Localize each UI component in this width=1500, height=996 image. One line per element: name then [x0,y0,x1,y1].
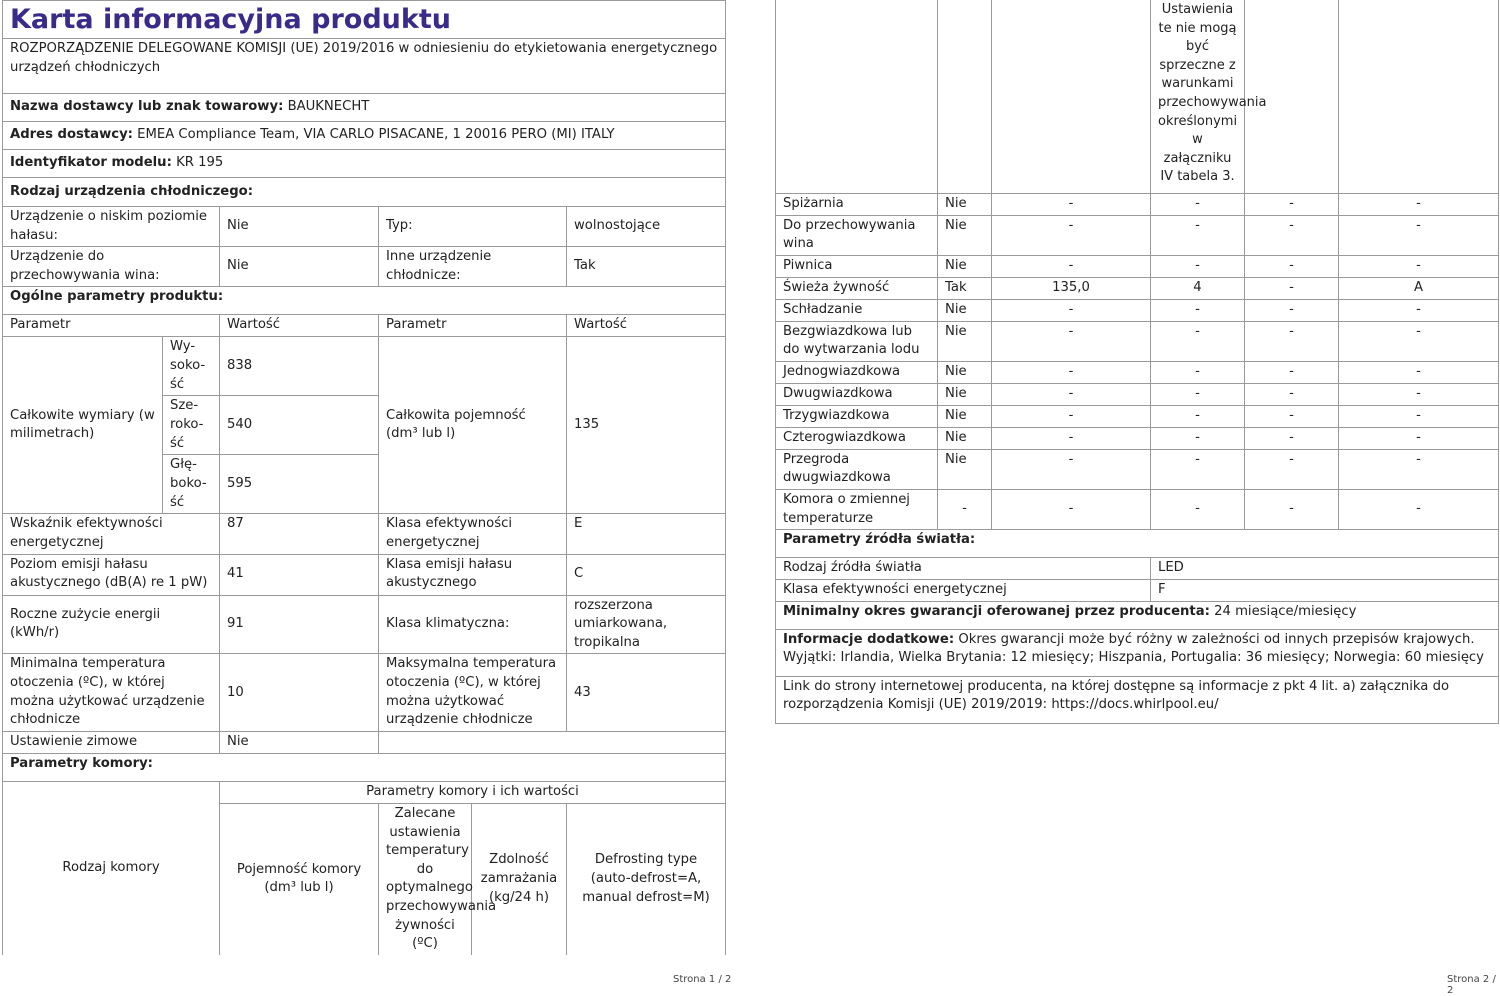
height-label: Wy-soko-ść [163,337,220,396]
chamber-row [776,383,1499,405]
energy-class-value: E [567,514,726,554]
chamber-name: Komora o zmiennej temperaturze [776,490,938,530]
chamber-name: Przegroda dwugwiazdkowa [776,449,938,489]
dimensions-label: Całkowite wymiary (w milimetrach) [3,337,163,514]
page-2 [775,0,1498,724]
chamber-temp: - [1151,299,1245,321]
chamber-row [776,299,1499,321]
col-defrost-header: Defrosting type (auto-defrost=A, manual defrost=M) [567,803,726,954]
col-volume-header: Pojemność komory (dm³ lub l) [220,803,379,954]
climate-class-label: Klasa klimatyczna: [379,595,567,654]
width-value: 540 [220,396,379,455]
chamber-volume: - [992,490,1151,530]
chamber-freeze: - [1245,277,1339,299]
chamber-name: Dwugwiazdkowa [776,383,938,405]
chamber-volume: - [992,383,1151,405]
warranty-value: 24 miesiące/miesięcy [1214,603,1357,619]
chamber-row [776,255,1499,277]
chamber-defrost: - [1339,449,1499,489]
chamber-volume: 135,0 [992,277,1151,299]
temperature-note: Ustawienia te nie mogą być sprzeczne z warunkami przechowywania określonymi w załączniku IV tabela 3. [1151,0,1245,193]
link-row [776,676,1499,723]
chamber-present: Tak [938,277,992,299]
chamber-row [776,427,1499,449]
chamber-temp: - [1151,490,1245,530]
chamber-params-header: Parametry komory i ich wartości [220,781,726,803]
chamber-temp: - [1151,449,1245,489]
supplier-row [3,94,726,122]
chamber-present: Nie [938,321,992,361]
value-header-2: Wartość [567,315,726,337]
chamber-params-heading: Parametry komory: [3,753,726,781]
chamber-freeze: - [1245,215,1339,255]
extra-info-label: Informacje dodatkowe: [783,631,955,647]
chamber-defrost: - [1339,321,1499,361]
extra-info-value: Okres gwarancji może być różny w zależności od innych przepisów krajowych. Wyjątki: Irlandia, Wielka Brytania: 12 miesięcy; Hiszpania, Portugalia: 36 miesięcy; Norwegia: 60 miesięcy [783,631,1484,666]
volume-label: Całkowita pojemność (dm³ lub l) [379,337,567,514]
depth-label: Głę-boko-ść [163,455,220,514]
chamber-present: Nie [938,193,992,215]
model-row [3,150,726,178]
chamber-temp: 4 [1151,277,1245,299]
chamber-volume: - [992,449,1151,489]
model-label: Identyfikator modelu: [10,155,172,171]
chamber-temp: - [1151,427,1245,449]
chamber-freeze: - [1245,427,1339,449]
low-noise-value: Nie [220,207,379,247]
height-value: 838 [220,337,379,396]
chamber-temp: - [1151,321,1245,361]
chamber-freeze: - [1245,193,1339,215]
chamber-volume: - [992,427,1151,449]
chamber-top-empty-2 [938,0,992,193]
col-temp-header: Zalecane ustawienia temperatury do optymalnego przechowywania żywności (ºC) [379,803,472,954]
eei-label: Wskaźnik efektywności energetycznej [3,514,220,554]
page-1 [2,0,725,955]
low-noise-label: Urządzenie o niskim poziomie hałasu: [3,207,220,247]
light-type-value: LED [1151,558,1499,580]
page-2-footer: Strona 2 / 2 [1447,974,1496,996]
depth-value: 595 [220,455,379,514]
noise-value: 41 [220,554,379,595]
width-label: Sze-roko-ść [163,396,220,455]
chamber-defrost: - [1339,405,1499,427]
max-temp-value: 43 [567,654,726,732]
chamber-defrost: - [1339,490,1499,530]
product-info-table [2,0,726,782]
chamber-present: Nie [938,361,992,383]
chamber-present: Nie [938,427,992,449]
address-row [3,122,726,150]
chamber-name: Bezgwiazdkowa lub do wytwarzania lodu [776,321,938,361]
address-label: Adres dostawcy: [10,127,133,143]
chamber-temp: - [1151,255,1245,277]
chamber-present: Nie [938,383,992,405]
chamber-defrost: - [1339,215,1499,255]
chamber-freeze: - [1245,361,1339,383]
volume-value: 135 [567,337,726,514]
regulation-text: ROZPORZĄDZENIE DELEGOWANE KOMISJI (UE) 2019/2016 w odniesieniu do etykietowania energetycznego urządzeń chłodniczych [3,39,726,94]
chamber-defrost: - [1339,383,1499,405]
chamber-present: Nie [938,405,992,427]
noise-label: Poziom emisji hałasu akustycznego (dB(A) re 1 pW) [3,554,220,595]
min-temp-label: Minimalna temperatura otoczenia (ºC), w której można użytkować urządzenie chłodnicze [3,654,220,732]
chamber-volume: - [992,361,1151,383]
chamber-name: Schładzanie [776,299,938,321]
max-temp-label: Maksymalna temperatura otoczenia (ºC), w której można użytkować urządzenie chłodnicze [379,654,567,732]
wine-value: Nie [220,247,379,287]
value-header-1: Wartość [220,315,379,337]
chamber-values-table [775,0,1499,724]
chamber-present: Nie [938,215,992,255]
chamber-temp: - [1151,405,1245,427]
chamber-name: Piwnica [776,255,938,277]
link-text: Link do strony internetowej producenta, na której dostępne są informacje z pkt 4 lit. a) załącznika do rozporządzenia Komisji (UE) 2019/2019: [783,678,1450,713]
light-class-label: Klasa efektywności energetycznej [776,580,1151,602]
chamber-defrost: A [1339,277,1499,299]
warranty-label: Minimalny okres gwarancji oferowanej przez producenta: [783,603,1210,619]
chamber-row [776,361,1499,383]
chamber-volume: - [992,255,1151,277]
chamber-row [776,321,1499,361]
chamber-top-empty-6 [1339,0,1499,193]
chamber-volume: - [992,215,1151,255]
chamber-name: Trzygwiazdkowa [776,405,938,427]
chamber-defrost: - [1339,299,1499,321]
noise-class-label: Klasa emisji hałasu akustycznego [379,554,567,595]
light-class-value: F [1151,580,1499,602]
chamber-defrost: - [1339,427,1499,449]
appliance-type-heading: Rodzaj urządzenia chłodniczego: [3,178,726,207]
chamber-row [776,405,1499,427]
manufacturer-link[interactable]: https://docs.whirlpool.eu/ [1051,697,1219,713]
noise-class-value: C [567,554,726,595]
chamber-row [776,277,1499,299]
wine-label: Urządzenie do przechowywania wina: [3,247,220,287]
chamber-freeze: - [1245,321,1339,361]
chamber-freeze: - [1245,255,1339,277]
chamber-temp: - [1151,193,1245,215]
general-params-heading: Ogólne parametry produktu: [3,287,726,315]
warranty-row [776,601,1499,629]
supplier-value: BAUKNECHT [287,99,370,115]
winter-label: Ustawienie zimowe [3,732,220,754]
chamber-type-header: Rodzaj komory [3,781,220,954]
chamber-freeze: - [1245,449,1339,489]
energy-class-label: Klasa efektywności energetycznej [379,514,567,554]
climate-class-value: rozszerzona umiarkowana, tropikalna [567,595,726,654]
param-header-2: Parametr [379,315,567,337]
chamber-top-empty-1 [776,0,938,193]
chamber-present: - [938,490,992,530]
chamber-row [776,215,1499,255]
annual-energy-value: 91 [220,595,379,654]
winter-value: Nie [220,732,379,754]
other-appliance-value: Tak [567,247,726,287]
chamber-name: Jednogwiazdkowa [776,361,938,383]
chamber-volume: - [992,193,1151,215]
winter-empty [379,732,726,754]
chamber-defrost: - [1339,361,1499,383]
chamber-present: Nie [938,255,992,277]
chamber-freeze: - [1245,405,1339,427]
col-freeze-header: Zdolność zamrażania (kg/24 h) [472,803,567,954]
chamber-row [776,490,1499,530]
chamber-present: Nie [938,299,992,321]
chamber-present: Nie [938,449,992,489]
address-value: EMEA Compliance Team, VIA CARLO PISACANE, 1 20016 PERO (MI) ITALY [137,127,615,143]
page-1-footer: Strona 1 / 2 [673,974,732,985]
model-value: KR 195 [176,155,224,171]
light-params-heading: Parametry źródła światła: [776,530,1499,558]
chamber-volume: - [992,299,1151,321]
min-temp-value: 10 [220,654,379,732]
other-appliance-label: Inne urządzenie chłodnicze: [379,247,567,287]
chamber-volume: - [992,321,1151,361]
chamber-top-empty-3 [992,0,1151,193]
extra-info-row [776,629,1499,676]
chamber-name: Do przechowywania wina [776,215,938,255]
chamber-temp: - [1151,215,1245,255]
chamber-freeze: - [1245,383,1339,405]
type-label: Typ: [379,207,567,247]
chamber-defrost: - [1339,193,1499,215]
chamber-header-table [2,781,726,955]
eei-value: 87 [220,514,379,554]
light-type-label: Rodzaj źródła światła [776,558,1151,580]
annual-energy-label: Roczne zużycie energii (kWh/r) [3,595,220,654]
chamber-defrost: - [1339,255,1499,277]
chamber-temp: - [1151,383,1245,405]
chamber-name: Czterogwiazdkowa [776,427,938,449]
chamber-row [776,449,1499,489]
chamber-freeze: - [1245,490,1339,530]
page-title: Karta informacyjna produktu [3,1,726,39]
chamber-name: Spiżarnia [776,193,938,215]
supplier-label: Nazwa dostawcy lub znak towarowy: [10,99,284,115]
chamber-name: Świeża żywność [776,277,938,299]
chamber-volume: - [992,405,1151,427]
chamber-freeze: - [1245,299,1339,321]
chamber-row [776,193,1499,215]
param-header-1: Parametr [3,315,220,337]
chamber-temp: - [1151,361,1245,383]
type-value: wolnostojące [567,207,726,247]
